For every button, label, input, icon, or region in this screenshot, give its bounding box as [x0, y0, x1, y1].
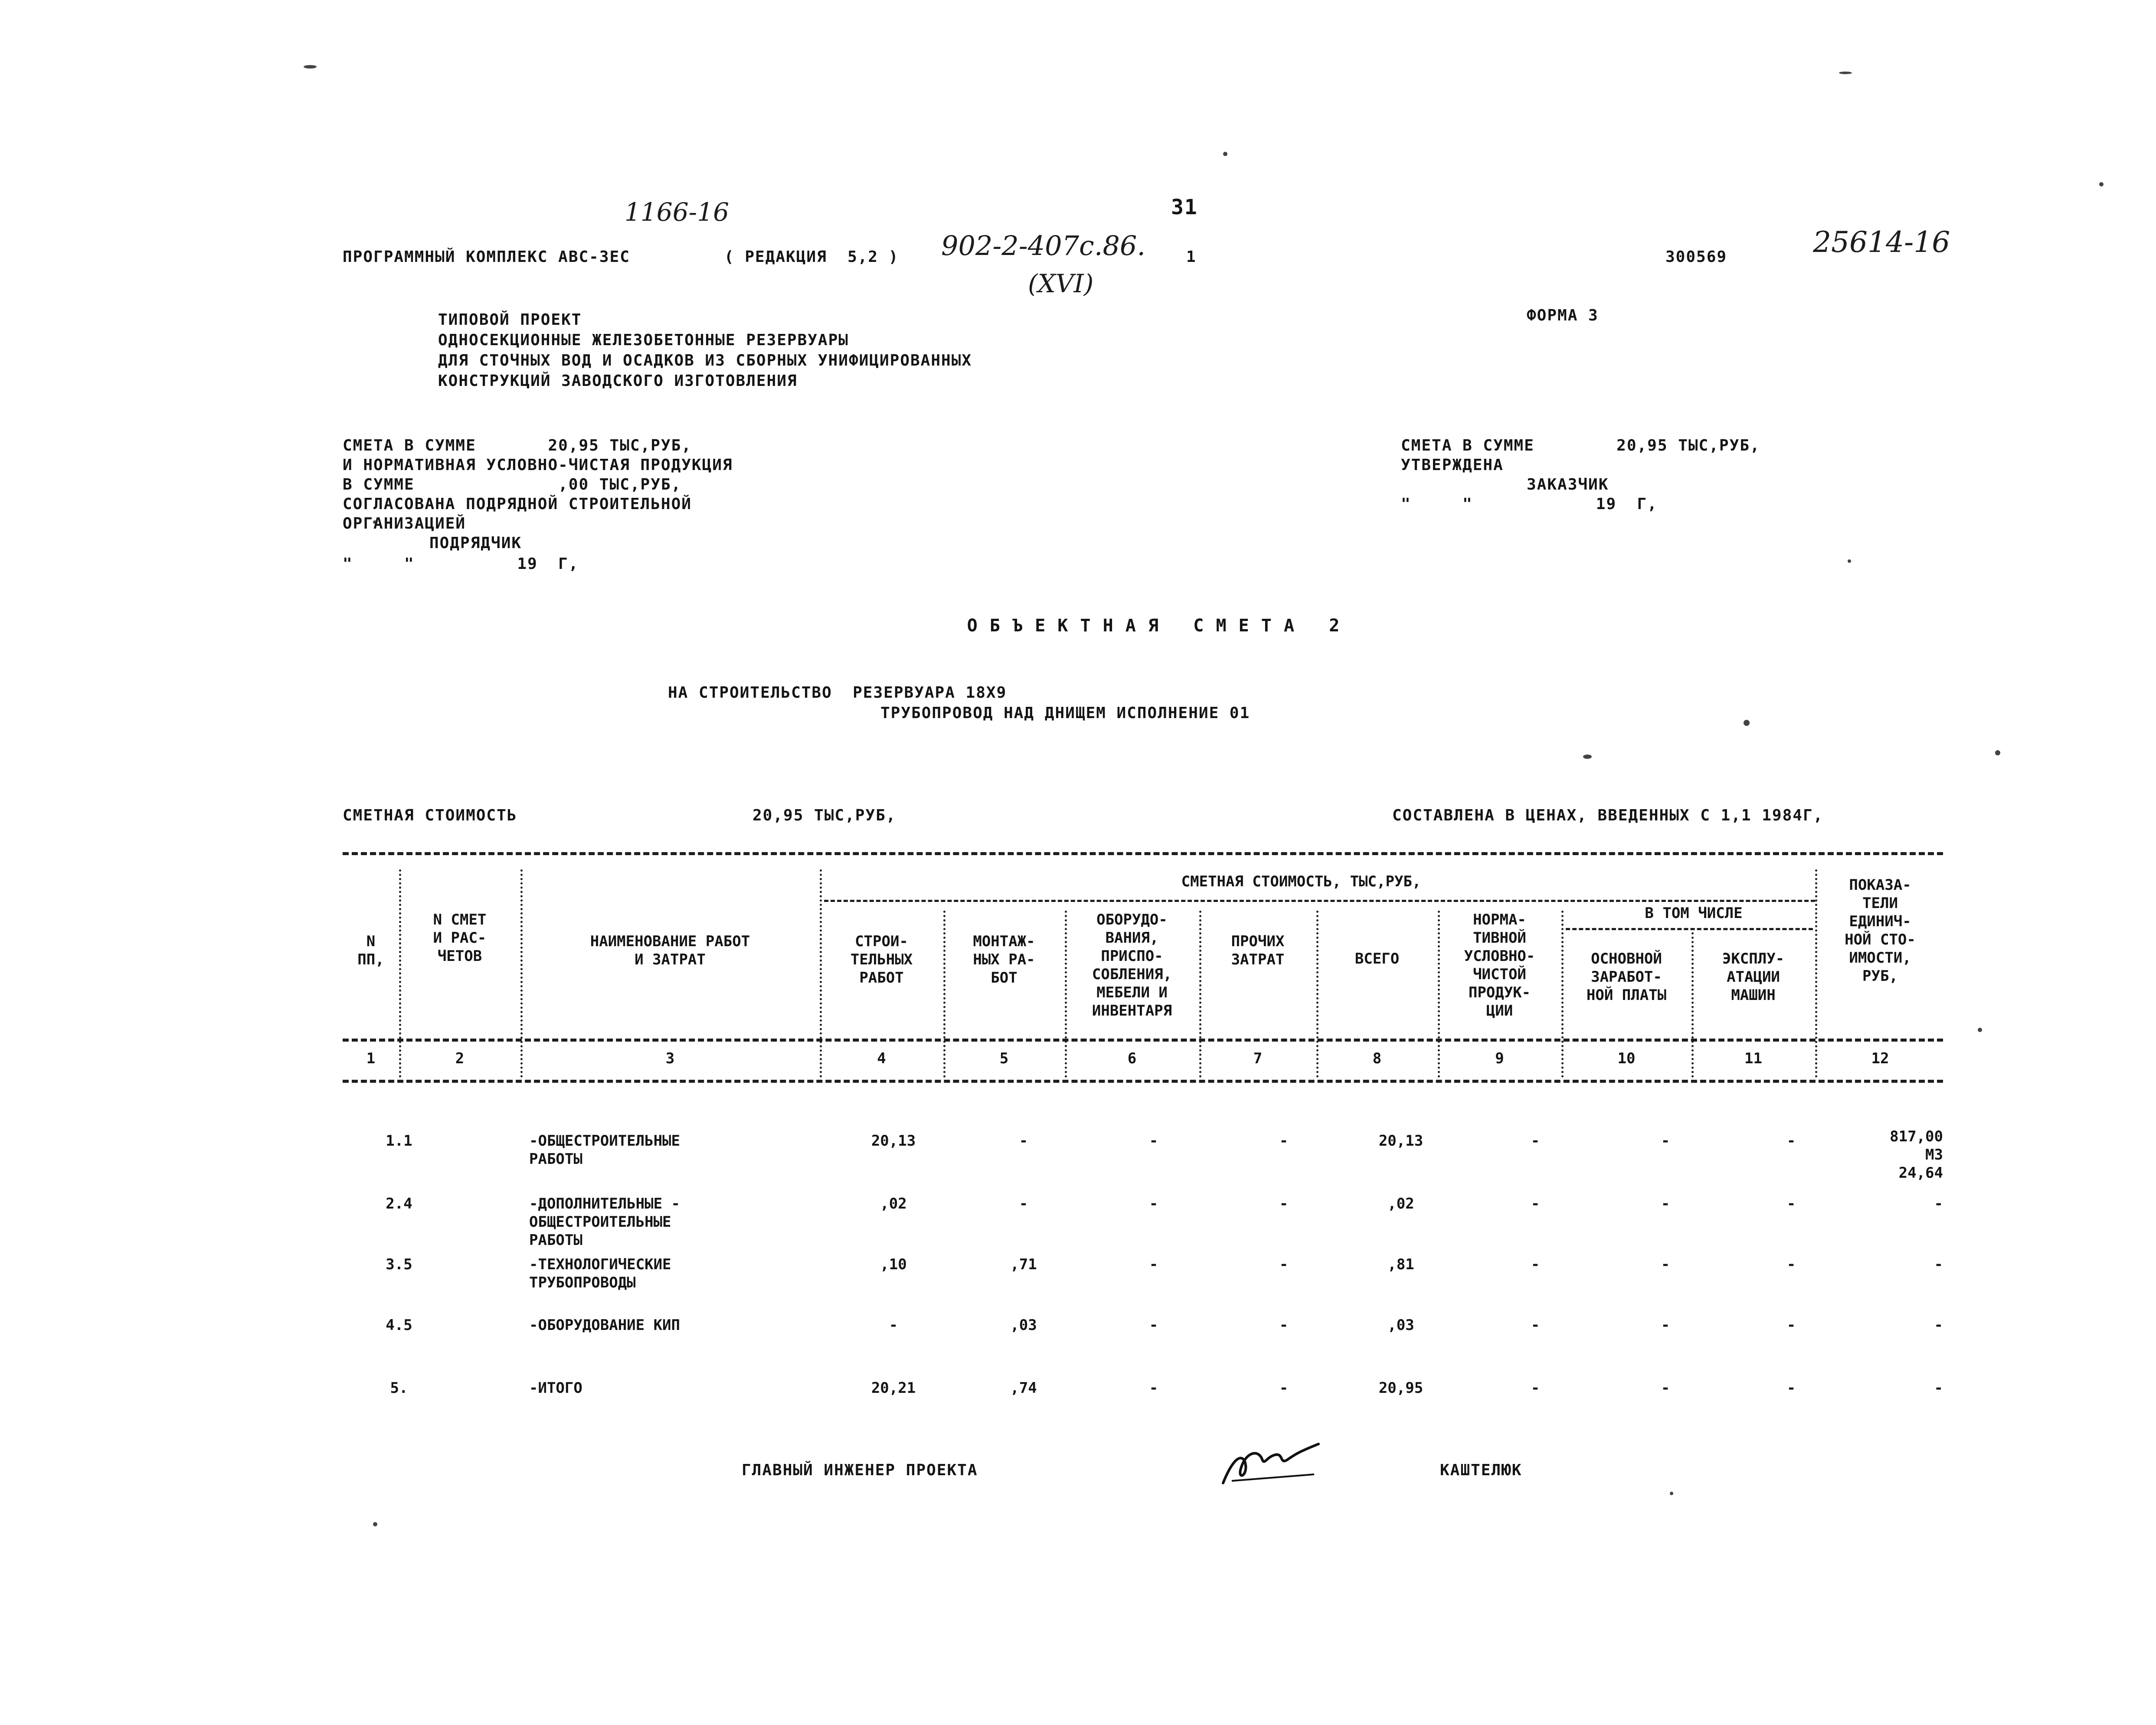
row-other: - — [1279, 1195, 1289, 1212]
row-mach: - — [1786, 1379, 1796, 1397]
left-line-4: СОГЛАСОВАНА ПОДРЯДНОЙ СТРОИТЕЛЬНОЙ — [343, 495, 692, 513]
right-line-1: СМЕТА В СУММЕ 20,95 ТЫС,РУБ, — [1401, 437, 1760, 454]
row-name: -ТЕХНОЛОГИЧЕСКИЕ ТРУБОПРОВОДЫ — [529, 1256, 671, 1291]
row-build: ,10 — [880, 1256, 907, 1273]
row-mount: ,03 — [1010, 1317, 1037, 1334]
col-sep-1 — [399, 869, 401, 1078]
row-mach: - — [1786, 1317, 1796, 1334]
header-wage: ОСНОВНОЙ ЗАРАБОТ- НОЙ ПЛАТЫ — [1586, 950, 1667, 1004]
row-wage: - — [1661, 1379, 1670, 1397]
left-line-5: ОРГАНИЗАЦИЕЙ — [343, 515, 466, 533]
project-line-3: ДЛЯ СТОЧНЫХ ВОД И ОСАДКОВ ИЗ СБОРНЫХ УНИФИЦИРОВАННЫХ — [438, 352, 972, 369]
row-equip: - — [1149, 1132, 1158, 1150]
col-number-5: 5 — [999, 1050, 1009, 1067]
row-unit: - — [1934, 1256, 1943, 1273]
col-number-10: 10 — [1617, 1050, 1636, 1067]
col-number-11: 11 — [1744, 1050, 1762, 1067]
row-other: - — [1279, 1132, 1289, 1150]
handwritten-right-number: 25614-16 — [1813, 225, 1950, 259]
number-right: 300569 — [1665, 248, 1727, 266]
header-equip: ОБОРУДО- ВАНИЯ, ПРИСПО- СОБЛЕНИЯ, МЕБЕЛИ И ИНВЕНТАРЯ — [1092, 911, 1172, 1019]
row-norm: - — [1531, 1317, 1540, 1334]
row-number: 3.5 — [386, 1256, 412, 1273]
row-norm: - — [1531, 1379, 1540, 1397]
col-number-8: 8 — [1372, 1050, 1382, 1067]
row-total: 20,13 — [1378, 1132, 1423, 1150]
signature-image — [1214, 1435, 1327, 1492]
row-equip: - — [1149, 1317, 1158, 1334]
col-number-12: 12 — [1871, 1050, 1889, 1067]
row-mount: ,71 — [1010, 1256, 1037, 1273]
header-name: НАИМЕНОВАНИЕ РАБОТ И ЗАТРАТ — [590, 933, 750, 968]
project-line-4: КОНСТРУКЦИЙ ЗАВОДСКОГО ИЗГОТОВЛЕНИЯ — [438, 372, 798, 390]
subtitle-line-2: ТРУБОПРОВОД НАД ДНИЩЕМ ИСПОЛНЕНИЕ 01 — [880, 704, 1250, 722]
row-number: 4.5 — [386, 1317, 412, 1334]
row-wage: - — [1661, 1195, 1670, 1212]
group-header-cost: СМЕТНАЯ СТОИМОСТЬ, ТЫС,РУБ, — [1181, 873, 1421, 890]
row-mount: ,74 — [1010, 1379, 1037, 1397]
row-other: - — [1279, 1317, 1289, 1334]
row-build: - — [889, 1317, 898, 1334]
form-label: ФОРМА 3 — [1527, 307, 1599, 324]
right-line-4: " " 19 Г, — [1401, 495, 1658, 513]
header-other: ПРОЧИХ ЗАТРАТ — [1231, 933, 1285, 968]
header-mount: МОНТАЖ- НЫХ РА- БОТ — [973, 933, 1035, 987]
row-mount: - — [1019, 1195, 1028, 1212]
right-line-2: УТВЕРЖДЕНА — [1401, 456, 1504, 474]
row-build: ,02 — [880, 1195, 907, 1212]
footer-name: КАШТЕЛЮК — [1440, 1461, 1522, 1479]
handwritten-project-sub: (XVI) — [1028, 269, 1094, 298]
subtitle-line-1: НА СТРОИТЕЛЬСТВО РЕЗЕРВУАРА 18Х9 — [668, 684, 1007, 702]
col-number-3: 3 — [665, 1050, 675, 1067]
cost-value: 20,95 ТЫС,РУБ, — [752, 807, 896, 824]
header-mach: ЭКСПЛУ- АТАЦИИ МАШИН — [1722, 950, 1785, 1004]
row-unit: - — [1934, 1195, 1943, 1212]
handwritten-project-code: 902-2-407c.86. — [941, 230, 1146, 261]
header-unit: ПОКАЗА- ТЕЛИ ЕДИНИЧ- НОЙ СТО- ИМОСТИ, РУБ, — [1845, 876, 1916, 985]
row-wage: - — [1661, 1256, 1670, 1273]
col-number-7: 7 — [1253, 1050, 1263, 1067]
sub-group-header: В ТОМ ЧИСЛЕ — [1645, 905, 1743, 922]
row-wage: - — [1661, 1317, 1670, 1334]
left-line-2: И НОРМАТИВНАЯ УСЛОВНО-ЧИСТАЯ ПРОДУКЦИЯ — [343, 456, 733, 474]
row-unit: - — [1934, 1379, 1943, 1397]
cost-label: СМЕТНАЯ СТОИМОСТЬ — [343, 807, 517, 824]
row-norm: - — [1531, 1256, 1540, 1273]
row-name: -ИТОГО — [529, 1379, 582, 1397]
left-line-6: ПОДРЯДЧИК — [429, 534, 522, 552]
row-total: ,02 — [1387, 1195, 1414, 1212]
col-sep-2 — [520, 869, 523, 1078]
program-one: 1 — [1186, 248, 1197, 266]
row-total: ,03 — [1387, 1317, 1414, 1334]
table-rule-header-bottom — [343, 1039, 1943, 1042]
row-name: -ОБЩЕСТРОИТЕЛЬНЫЕ РАБОТЫ — [529, 1132, 680, 1168]
prices-note: СОСТАВЛЕНА В ЦЕНАХ, ВВЕДЕННЫХ С 1,1 1984Г, — [1392, 807, 1824, 824]
col-number-4: 4 — [877, 1050, 886, 1067]
row-equip: - — [1149, 1195, 1158, 1212]
group-header-rule — [824, 900, 1815, 902]
header-build: СТРОИ- ТЕЛЬНЫХ РАБОТ — [850, 933, 913, 987]
left-line-7: " " 19 Г, — [343, 555, 579, 573]
row-build: 20,21 — [871, 1379, 916, 1397]
row-wage: - — [1661, 1132, 1670, 1150]
row-equip: - — [1149, 1256, 1158, 1273]
col-number-1: 1 — [366, 1050, 376, 1067]
row-norm: - — [1531, 1195, 1540, 1212]
row-norm: - — [1531, 1132, 1540, 1150]
row-other: - — [1279, 1256, 1289, 1273]
row-mach: - — [1786, 1132, 1796, 1150]
header-norm: НОРМА- ТИВНОЙ УСЛОВНО- ЧИСТОЙ ПРОДУК- ЦИИ — [1464, 911, 1535, 1019]
row-mount: - — [1019, 1132, 1028, 1150]
header-total: ВСЕГО — [1354, 950, 1400, 967]
row-unit: - — [1934, 1317, 1943, 1334]
row-name: -ОБОРУДОВАНИЕ КИП — [529, 1317, 680, 1334]
row-unit: 817,00 М3 24,64 — [1890, 1128, 1943, 1182]
row-number: 2.4 — [386, 1195, 412, 1212]
footer-role: ГЛАВНЫЙ ИНЖЕНЕР ПРОЕКТА — [742, 1461, 978, 1479]
table-rule-top — [343, 852, 1943, 855]
header-smet: N СМЕТ И РАС- ЧЕТОВ — [433, 911, 487, 965]
project-line-2: ОДНОСЕКЦИОННЫЕ ЖЕЛЕЗОБЕТОННЫЕ РЕЗЕРВУАРЫ — [438, 331, 849, 349]
row-total: ,81 — [1387, 1256, 1414, 1273]
row-total: 20,95 — [1378, 1379, 1423, 1397]
row-name: -ДОПОЛНИТЕЛЬНЫЕ - ОБЩЕСТРОИТЕЛЬНЫЕ РАБОТЫ — [529, 1195, 680, 1249]
left-line-3: В СУММЕ ,00 ТЫС,РУБ, — [343, 476, 682, 493]
table-rule-numbers-bottom — [343, 1080, 1943, 1083]
row-other: - — [1279, 1379, 1289, 1397]
right-line-3: ЗАКАЗЧИК — [1527, 476, 1609, 493]
header-n: N ПП, — [357, 933, 384, 968]
col-number-2: 2 — [455, 1050, 465, 1067]
row-equip: - — [1149, 1379, 1158, 1397]
handwritten-left-number: 1166-16 — [625, 197, 730, 227]
program-name: ПРОГРАММНЫЙ КОМПЛЕКС АВС-3ЕС — [343, 248, 630, 266]
program-edition: ( РЕДАКЦИЯ 5,2 ) — [724, 248, 899, 266]
left-line-1: СМЕТА В СУММЕ 20,95 ТЫС,РУБ, — [343, 437, 692, 454]
page-number: 31 — [1171, 195, 1198, 219]
row-number: 1.1 — [386, 1132, 412, 1150]
row-mach: - — [1786, 1256, 1796, 1273]
col-number-9: 9 — [1495, 1050, 1504, 1067]
col-number-6: 6 — [1127, 1050, 1137, 1067]
document-title: О Б Ъ Е К Т Н А Я С М Е Т А 2 — [967, 616, 1341, 636]
row-build: 20,13 — [871, 1132, 916, 1150]
row-mach: - — [1786, 1195, 1796, 1212]
row-number: 5. — [390, 1379, 408, 1397]
project-line-1: ТИПОВОЙ ПРОЕКТ — [438, 311, 582, 329]
sub-group-rule — [1566, 928, 1813, 930]
